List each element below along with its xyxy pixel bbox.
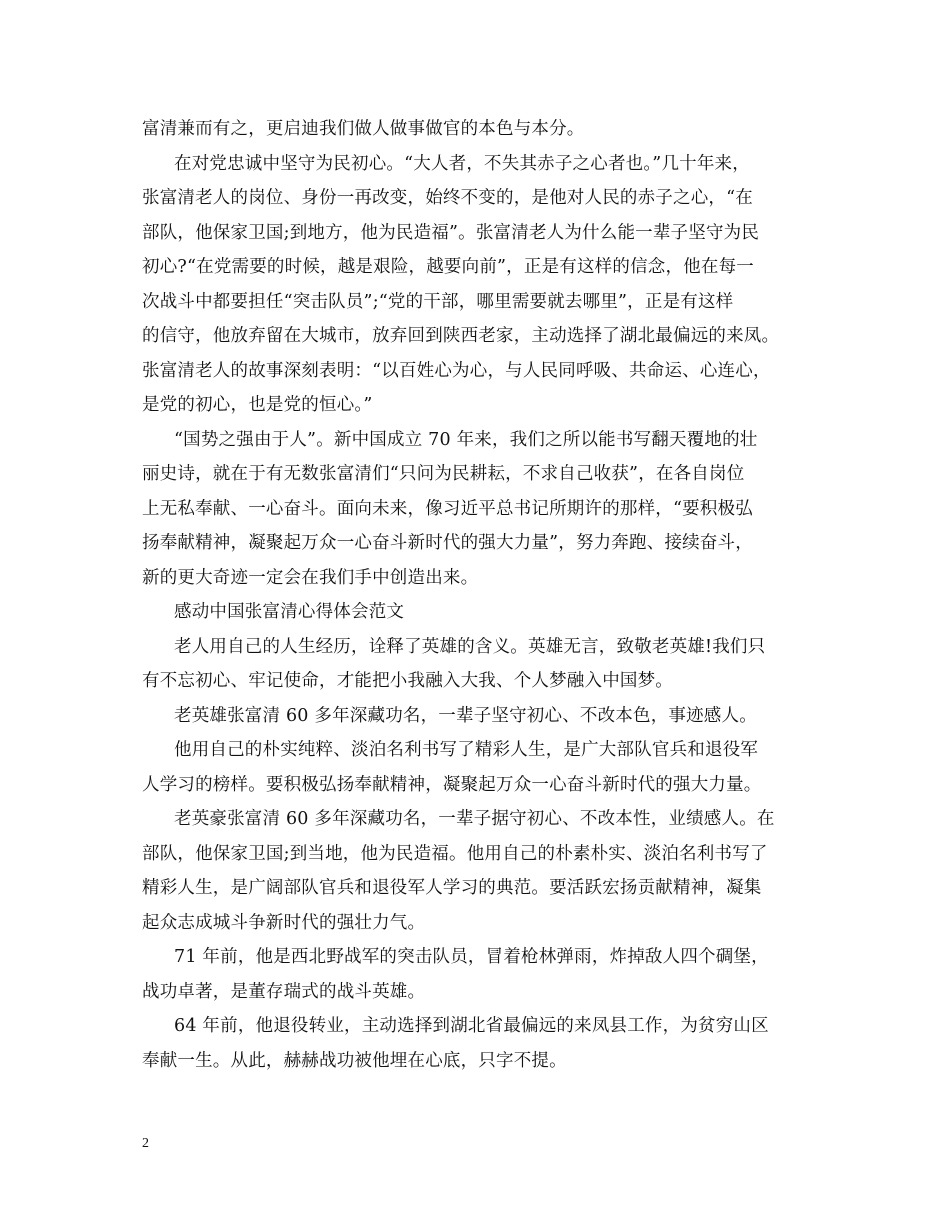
text-line: 老英豪张富清 60 多年深藏功名，一辈子据守初心、不改本性，业绩感人。在 [174,809,775,829]
text-line: 部队，他保家卫国;到地方，他为民造福”。张富清老人为什么能一辈子坚守为民 [142,222,760,243]
text-line: 富清兼而有之，更启迪我们做人做事做官的本色与本分。 [142,119,585,139]
text-line: 部队，他保家卫国;到当地，他为民造福。他用自己的朴素朴实、淡泊名利书写了 [142,843,768,864]
text-line: 感动中国张富清心得体会范文 [174,602,405,622]
text-line: 精彩人生，是广阔部队官兵和退役军人学习的典范。要活跃宏扬贡献精神，凝集 [142,878,762,898]
text-line: 新的更大奇迹一定会在我们手中创造出来。 [142,567,479,588]
text-line: 有不忘初心、牢记使命，才能把小我融入大我、个人梦融入中国梦。 [142,671,673,691]
text-line: 是党的初心，也是党的恒心。” [142,395,373,415]
text-line: 张富清老人的岗位、身份一再改变，始终不变的，是他对人民的赤子之心，“在 [142,188,753,208]
text-line: 扬奉献精神，凝聚起万众一心奋斗新时代的强大力量”，努力奔跑、接续奋斗， [142,533,753,553]
document-body [142,112,822,1078]
text-line: 战功卓著，是董存瑞式的战斗英雄。 [142,981,426,1002]
text-line: 起众志成城斗争新时代的强壮力气。 [142,912,426,933]
text-line: 张富清老人的故事深刻表明：“以百姓心为心，与人民同呼吸、共命运、心连心， [142,360,771,381]
text-line: 在对党忠诚中坚守为民初心。“大人者，不失其赤子之心者也。”几十年来， [174,153,750,174]
text-line: 他用自己的朴实纯粹、淡泊名利书写了精彩人生，是广大部队官兵和退役军 [174,740,759,760]
text-line: 老英雄张富清 60 多年深藏功名，一辈子坚守初心、不改本色，事迹感人。 [174,705,757,726]
text-line: 人学习的榜样。要积极弘扬奉献精神，凝聚起万众一心奋斗新时代的强大力量。 [142,774,762,795]
text-line: 奉献一生。从此，赫赫战功被他埋在心底，只字不提。 [142,1050,567,1071]
page-number: 2 [142,1136,149,1151]
text-line: 71 年前，他是西北野战军的突击队员，冒着枪林弹雨，炸掉敌人四个碉堡， [174,947,769,967]
text-line: 丽史诗，就在于有无数张富清们“只问为民耕耘，不求自己收获”，在各自岗位 [142,464,745,484]
text-line: 初心?“在党需要的时候，越是艰险，越要向前”，正是有这样的信念，他在每一 [142,257,754,277]
text-line: 64 年前，他退役转业，主动选择到湖北省最偏远的来凤县工作，为贫穷山区 [174,1016,769,1036]
text-line: 的信守，他放弃留在大城市，放弃回到陕西老家，主动选择了湖北最偏远的来凤。 [142,326,780,346]
text-line: 次战斗中都要担任“突击队员”;“党的干部，哪里需要就去哪里”，正是有这样 [142,291,734,312]
text-line: 上无私奉献、一心奋斗。面向未来，像习近平总书记所期许的那样，“要积极弘 [142,498,753,519]
text-line: 老人用自己的人生经历，诠释了英雄的含义。英雄无言，致敬老英雄!我们只 [174,636,766,657]
text-line: “国势之强由于人”。新中国成立 70 年来，我们之所以能书写翻天覆地的壮 [174,429,758,450]
